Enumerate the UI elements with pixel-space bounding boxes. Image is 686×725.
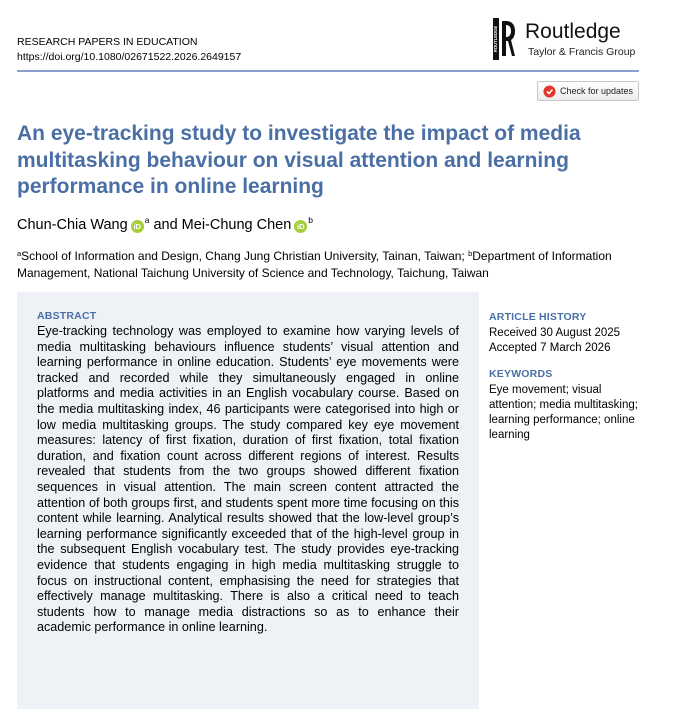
affiliation-mark: a — [17, 249, 22, 258]
affiliation-text: Department of Information Management, National Taichung University of Science and Technology, Taichung, Taiwan — [17, 249, 612, 280]
article-history — [489, 310, 649, 356]
affiliation-mark: a — [144, 215, 150, 225]
author-name[interactable]: Chun-Chia Wang — [17, 217, 128, 233]
keywords-section — [489, 367, 649, 443]
abstract-heading: ABSTRACT — [37, 310, 97, 322]
header-divider — [17, 70, 639, 72]
article-title: An eye-tracking study to investigate the impact of media multitasking behaviour on visual attention and learning performance in online learning — [17, 122, 581, 198]
accepted-date: Accepted 7 March 2026 — [489, 342, 611, 354]
journal-name: RESEARCH PAPERS IN EDUCATION — [17, 36, 198, 48]
doi-link[interactable]: https://doi.org/10.1080/02671522.2026.2649157 — [17, 51, 242, 63]
affiliations — [17, 245, 657, 282]
check-updates-icon — [543, 85, 556, 98]
routledge-logo-icon — [493, 18, 515, 60]
logo-vertical-text: ROUTLEDGE — [493, 25, 499, 53]
check-updates-label: Check for updates — [560, 86, 634, 96]
received-date: Received 30 August 2025 — [489, 327, 621, 339]
author-connector: and — [149, 217, 182, 233]
article-history-heading: ARTICLE HISTORY — [489, 311, 587, 323]
publisher-logo — [493, 18, 653, 62]
keywords-text: Eye movement; visual attention; media multitasking; learning performance; online learning — [489, 384, 638, 441]
check-updates-button[interactable] — [537, 81, 639, 101]
journal-header — [17, 35, 241, 65]
abstract-text: Eye-tracking technology was employed to examine how varying levels of media multitasking behaviours influence students’ visual attention and learning performance in online education. Students’ eye movements were tracked and recorded while they simultaneously engaged in online platforms and media activities in an English vocabulary course. Based on the media multitasking index, 46 participants were categorised into high or low media multitasking groups. The study compared key eye movement measures: latency of first fixation, duration of first fixation, total fixation duration, and fixation count across different regions of interest. Results revealed that students from the two groups showed different fixation sequences in visual attention. The main screen content attracted the attention of both groups first, and students spent more time focusing on this content while learning. Analytical results showed that the low-level group’s learning performance significantly exceeded that of the high-level group in the subsequent English vocabulary test. The study provides eye-tracking evidence that students engaging in high media multitasking struggle to focus on instructional content, emphasising the need for strategies that effectively manage multitasking. There is also a critical need to teach students how to manage media distractions so as to enhance their academic performance in online learning. — [37, 324, 459, 635]
publisher-group: Taylor & Francis Group — [528, 46, 636, 58]
affiliation-mark: b — [308, 215, 314, 225]
author-list — [17, 210, 313, 235]
keywords-heading: KEYWORDS — [489, 368, 553, 380]
affiliation-mark: b — [468, 249, 473, 258]
publisher-name: Routledge — [525, 20, 621, 43]
affiliation-text: School of Information and Design, Chang Jung Christian University, Tainan, Taiwan; — [21, 249, 469, 263]
orcid-icon[interactable]: iD — [294, 220, 307, 233]
orcid-icon[interactable]: iD — [131, 220, 144, 233]
author-name[interactable]: Mei-Chung Chen — [181, 217, 292, 233]
